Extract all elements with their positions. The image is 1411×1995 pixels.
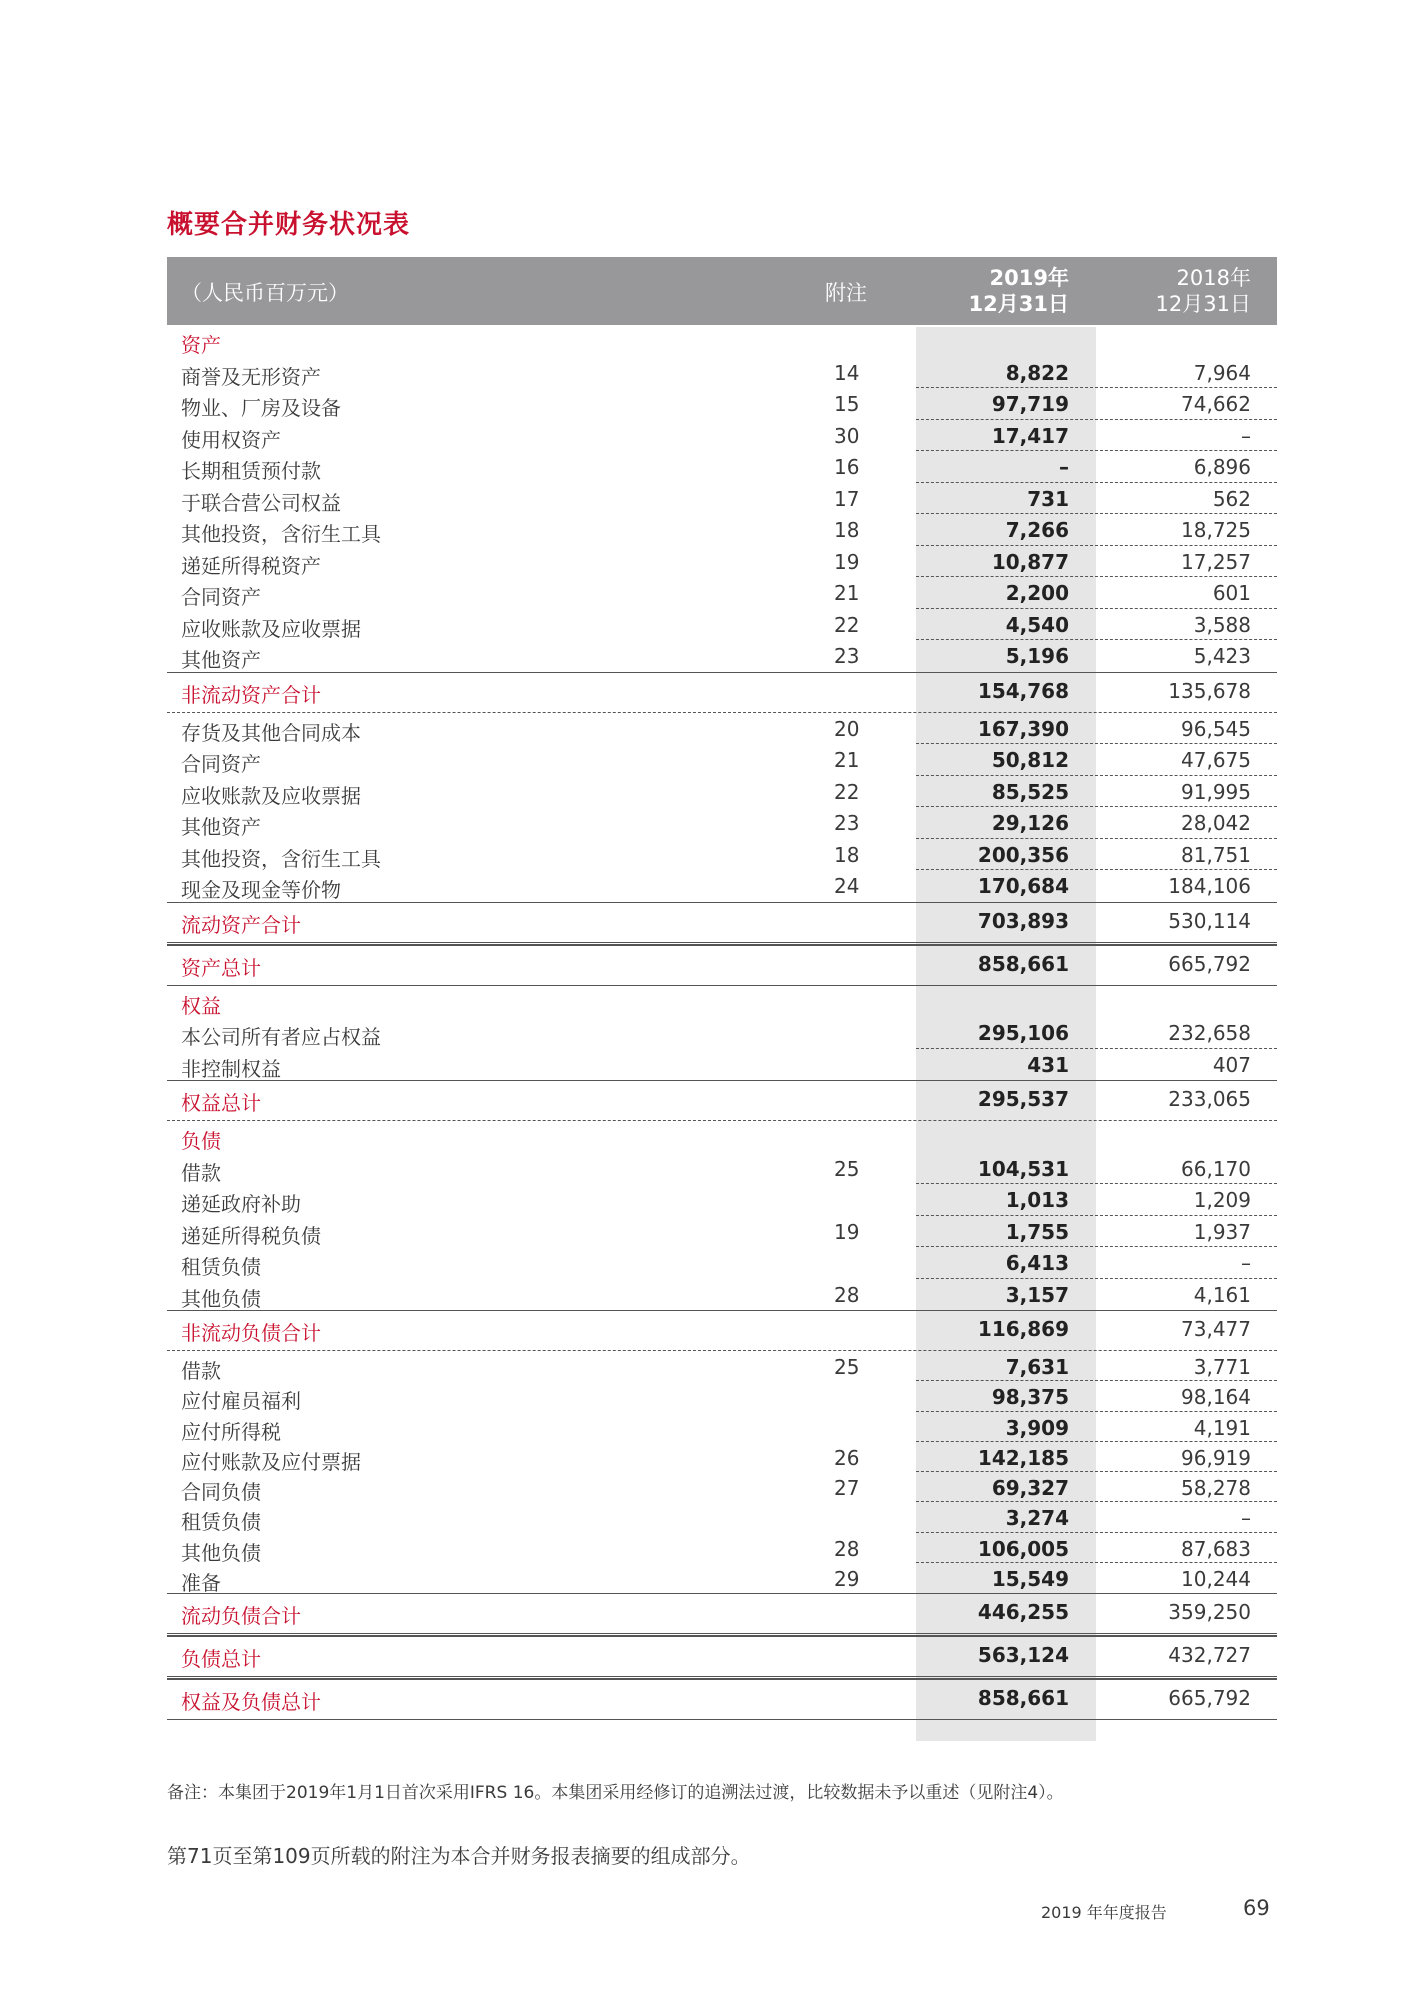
table-row xyxy=(167,546,1277,578)
table-row xyxy=(167,1184,1277,1216)
value-2018: 3,588 xyxy=(1193,612,1251,637)
table-row xyxy=(167,902,1277,945)
value-2018: 665,792 xyxy=(1168,951,1251,976)
table-row xyxy=(167,713,1277,745)
table-row xyxy=(167,1533,1277,1563)
row-label: 权益总计 xyxy=(181,1091,261,1115)
table-row xyxy=(167,744,1277,776)
value-2019: 7,631 xyxy=(1005,1355,1069,1379)
value-2019: 5,196 xyxy=(1005,644,1069,668)
row-label: 递延所得税资产 xyxy=(181,553,321,578)
row-label: 资产总计 xyxy=(181,955,261,980)
row-label: 其他资产 xyxy=(181,815,261,839)
value-2019: 167,390 xyxy=(977,716,1069,741)
row-note: 19 xyxy=(834,549,860,574)
row-label: 租赁负债 xyxy=(181,1255,261,1279)
table-row xyxy=(167,1247,1277,1279)
table-row xyxy=(167,357,1277,389)
value-2019: 4,540 xyxy=(1005,612,1069,637)
value-2018: 233,065 xyxy=(1168,1087,1251,1111)
value-2019: 170,684 xyxy=(977,874,1069,898)
row-label: 使用权资产 xyxy=(181,427,281,452)
value-2019: 17,417 xyxy=(991,423,1069,448)
row-note: 21 xyxy=(834,748,860,772)
currency-label: （人民币百万元） xyxy=(181,281,349,305)
row-label: 于联合营公司权益 xyxy=(181,490,341,515)
value-2018: 47,675 xyxy=(1181,748,1251,772)
value-2018: 1,209 xyxy=(1193,1188,1251,1212)
value-2019: 69,327 xyxy=(991,1476,1069,1501)
value-2018: 562 xyxy=(1212,486,1251,511)
table-row xyxy=(167,483,1277,515)
row-note: 21 xyxy=(834,581,860,605)
table-row xyxy=(167,325,1277,357)
value-2018: 96,545 xyxy=(1181,716,1251,741)
row-label: 应付所得税 xyxy=(181,1419,281,1444)
value-2019: 6,413 xyxy=(1005,1251,1069,1275)
table-row xyxy=(167,451,1277,483)
row-note: 18 xyxy=(834,842,860,867)
value-2018: 17,257 xyxy=(1181,549,1251,574)
value-2018: – xyxy=(1241,1251,1251,1275)
value-2019: 15,549 xyxy=(991,1567,1069,1592)
table-row xyxy=(167,945,1277,986)
row-label: 商誉及无形资产 xyxy=(181,364,321,389)
value-2018: 98,164 xyxy=(1181,1385,1251,1410)
value-2018: 58,278 xyxy=(1181,1476,1251,1501)
row-note: 25 xyxy=(834,1156,860,1181)
row-label: 本公司所有者应占权益 xyxy=(181,1025,381,1049)
row-label: 流动资产合计 xyxy=(181,912,301,937)
value-2019: 104,531 xyxy=(977,1156,1069,1181)
row-label: 其他资产 xyxy=(181,648,261,672)
value-2019: 563,124 xyxy=(977,1643,1069,1668)
row-note: 18 xyxy=(834,518,860,542)
table-row xyxy=(167,1679,1277,1720)
value-2018: 232,658 xyxy=(1168,1021,1251,1045)
value-2019: 731 xyxy=(1027,486,1069,511)
row-label: 其他负债 xyxy=(181,1286,261,1311)
value-2019: 29,126 xyxy=(991,811,1069,835)
value-2019: 3,274 xyxy=(1005,1506,1069,1531)
table-row xyxy=(167,1049,1277,1081)
page-title: 概要合并财务状况表 xyxy=(167,210,411,240)
row-label: 其他投资，含衍生工具 xyxy=(181,846,381,871)
row-label: 资产 xyxy=(181,333,221,357)
table-row xyxy=(167,1502,1277,1535)
table-row xyxy=(167,1636,1277,1679)
row-label: 应收账款及应收票据 xyxy=(181,616,361,641)
row-label: 其他负债 xyxy=(181,1540,261,1565)
row-note: 17 xyxy=(834,486,860,511)
value-2018: 407 xyxy=(1212,1052,1251,1077)
table-row xyxy=(167,1310,1277,1351)
value-2018: 7,964 xyxy=(1193,360,1251,385)
value-2018: 1,937 xyxy=(1193,1219,1251,1244)
value-2018: 359,250 xyxy=(1168,1600,1251,1625)
value-2018: 28,042 xyxy=(1181,811,1251,835)
value-2019: 3,157 xyxy=(1005,1282,1069,1307)
row-note: 20 xyxy=(834,716,860,741)
table-row xyxy=(167,1121,1277,1153)
table-row xyxy=(167,1351,1277,1381)
row-label: 应收账款及应收票据 xyxy=(181,783,361,808)
value-2018: 87,683 xyxy=(1181,1536,1251,1561)
value-2019: 10,877 xyxy=(991,549,1069,574)
row-note: 14 xyxy=(834,360,860,385)
table-row xyxy=(167,870,1277,902)
value-2019: 98,375 xyxy=(991,1385,1069,1410)
balance-sheet-table xyxy=(167,257,1277,1720)
value-2019: 431 xyxy=(1027,1052,1069,1077)
value-2018: – xyxy=(1241,423,1251,448)
row-label: 递延政府补助 xyxy=(181,1192,301,1216)
value-2019: 295,537 xyxy=(977,1087,1069,1111)
row-note: 15 xyxy=(834,392,860,416)
value-2019: 1,755 xyxy=(1005,1219,1069,1244)
row-label: 现金及现金等价物 xyxy=(181,878,341,902)
notes-reference: 第71页至第109页所载的附注为本合并财务报表摘要的组成部分。 xyxy=(167,1844,751,1868)
value-2019: 2,200 xyxy=(1005,581,1069,605)
value-2019: 106,005 xyxy=(977,1536,1069,1561)
table-body xyxy=(167,325,1277,1720)
row-label: 非流动负债合计 xyxy=(181,1321,321,1345)
value-2018: 74,662 xyxy=(1181,392,1251,416)
value-2018: 432,727 xyxy=(1168,1643,1251,1668)
row-label: 准备 xyxy=(181,1571,221,1596)
value-2019: 703,893 xyxy=(977,908,1069,933)
value-2018: 96,919 xyxy=(1181,1445,1251,1470)
row-label: 应付雇员福利 xyxy=(181,1389,301,1414)
footnote: 备注：本集团于2019年1月1日首次采用IFRS 16。本集团采用经修订的追溯法过渡，比较数据未予以重述（见附注4）。 xyxy=(167,1783,1064,1803)
table-row xyxy=(167,1279,1277,1311)
table-row xyxy=(167,1472,1277,1505)
value-2019: 858,661 xyxy=(977,951,1069,976)
value-2019: 85,525 xyxy=(991,779,1069,804)
row-note: 25 xyxy=(834,1355,860,1379)
value-2018: 81,751 xyxy=(1181,842,1251,867)
row-note: 23 xyxy=(834,644,860,668)
table-row xyxy=(167,640,1277,672)
row-label: 其他投资，含衍生工具 xyxy=(181,522,381,546)
row-label: 存货及其他合同成本 xyxy=(181,720,361,745)
value-2018: 5,423 xyxy=(1193,644,1251,668)
row-note: 22 xyxy=(834,612,860,637)
value-2019: 97,719 xyxy=(991,392,1069,416)
table-row xyxy=(167,1216,1277,1248)
row-label: 应付账款及应付票据 xyxy=(181,1449,361,1474)
table-row xyxy=(167,388,1277,420)
row-note: 28 xyxy=(834,1536,860,1561)
row-note: 24 xyxy=(834,874,860,898)
value-2018: 601 xyxy=(1212,581,1251,605)
table-row xyxy=(167,609,1277,641)
value-2019: 116,869 xyxy=(977,1317,1069,1341)
row-note: 30 xyxy=(834,423,860,448)
table-row xyxy=(167,1442,1277,1472)
value-2019: 8,822 xyxy=(1005,360,1069,385)
row-label: 负债总计 xyxy=(181,1647,261,1672)
table-row xyxy=(167,1080,1277,1121)
table-header xyxy=(167,257,1277,325)
value-2018: – xyxy=(1241,1506,1251,1531)
table-row xyxy=(167,1593,1277,1636)
row-note: 22 xyxy=(834,779,860,804)
page-footer: 2019 年年度报告 xyxy=(1041,1903,1167,1922)
value-2018: 73,477 xyxy=(1181,1317,1251,1341)
value-2018: 91,995 xyxy=(1181,779,1251,804)
value-2018: 4,161 xyxy=(1193,1282,1251,1307)
table-row xyxy=(167,514,1277,546)
value-2018: 6,896 xyxy=(1193,455,1251,479)
row-label: 权益及负债总计 xyxy=(181,1690,321,1715)
year-2018-header: 2018年 12月31日 xyxy=(1155,266,1251,316)
table-row xyxy=(167,839,1277,871)
value-2018: 3,771 xyxy=(1193,1355,1251,1379)
value-2018: 10,244 xyxy=(1181,1567,1251,1592)
row-label: 递延所得税负债 xyxy=(181,1223,321,1248)
table-row xyxy=(167,807,1277,839)
value-2018: 184,106 xyxy=(1168,874,1251,898)
row-label: 借款 xyxy=(181,1359,221,1383)
row-note: 29 xyxy=(834,1567,860,1592)
row-label: 负债 xyxy=(181,1129,221,1153)
table-row xyxy=(167,1412,1277,1442)
table-row xyxy=(167,577,1277,609)
table-row xyxy=(167,776,1277,808)
row-note: 23 xyxy=(834,811,860,835)
row-label: 合同负债 xyxy=(181,1480,261,1505)
row-label: 非流动资产合计 xyxy=(181,682,321,707)
value-2018: 665,792 xyxy=(1168,1686,1251,1711)
row-label: 非控制权益 xyxy=(181,1056,281,1081)
year-2019-header: 2019年 12月31日 xyxy=(968,266,1069,316)
value-2018: 530,114 xyxy=(1168,908,1251,933)
row-note: 26 xyxy=(834,1445,860,1470)
value-2018: 135,678 xyxy=(1168,678,1251,703)
table-row xyxy=(167,1017,1277,1049)
row-note: 28 xyxy=(834,1282,860,1307)
row-label: 物业、厂房及设备 xyxy=(181,396,341,420)
row-label: 借款 xyxy=(181,1160,221,1185)
row-label: 权益 xyxy=(181,993,221,1018)
row-label: 流动负债合计 xyxy=(181,1604,301,1629)
value-2019: 7,266 xyxy=(1005,518,1069,542)
table-row xyxy=(167,1563,1277,1596)
row-note: 27 xyxy=(834,1476,860,1501)
table-row xyxy=(167,672,1277,713)
value-2019: 295,106 xyxy=(977,1021,1069,1045)
value-2018: 4,191 xyxy=(1193,1415,1251,1440)
table-row xyxy=(167,986,1277,1018)
table-row xyxy=(167,1153,1277,1185)
value-2018: 18,725 xyxy=(1181,518,1251,542)
row-label: 租赁负债 xyxy=(181,1510,261,1535)
value-2019: 50,812 xyxy=(991,748,1069,772)
row-label: 长期租赁预付款 xyxy=(181,459,321,483)
row-label: 合同资产 xyxy=(181,585,261,609)
value-2019: 1,013 xyxy=(1005,1188,1069,1212)
value-2019: – xyxy=(1059,455,1069,479)
table-row xyxy=(167,1381,1277,1414)
value-2019: 3,909 xyxy=(1005,1415,1069,1440)
value-2019: 200,356 xyxy=(977,842,1069,867)
value-2018: 66,170 xyxy=(1181,1156,1251,1181)
row-note: 16 xyxy=(834,455,860,479)
row-note: 19 xyxy=(834,1219,860,1244)
page-number: 69 xyxy=(1243,1896,1270,1920)
note-column-header: 附注 xyxy=(825,281,867,305)
value-2019: 142,185 xyxy=(977,1445,1069,1470)
value-2019: 446,255 xyxy=(977,1600,1069,1625)
value-2019: 858,661 xyxy=(977,1686,1069,1711)
row-label: 合同资产 xyxy=(181,752,261,776)
value-2019: 154,768 xyxy=(977,678,1069,703)
table-row xyxy=(167,420,1277,452)
